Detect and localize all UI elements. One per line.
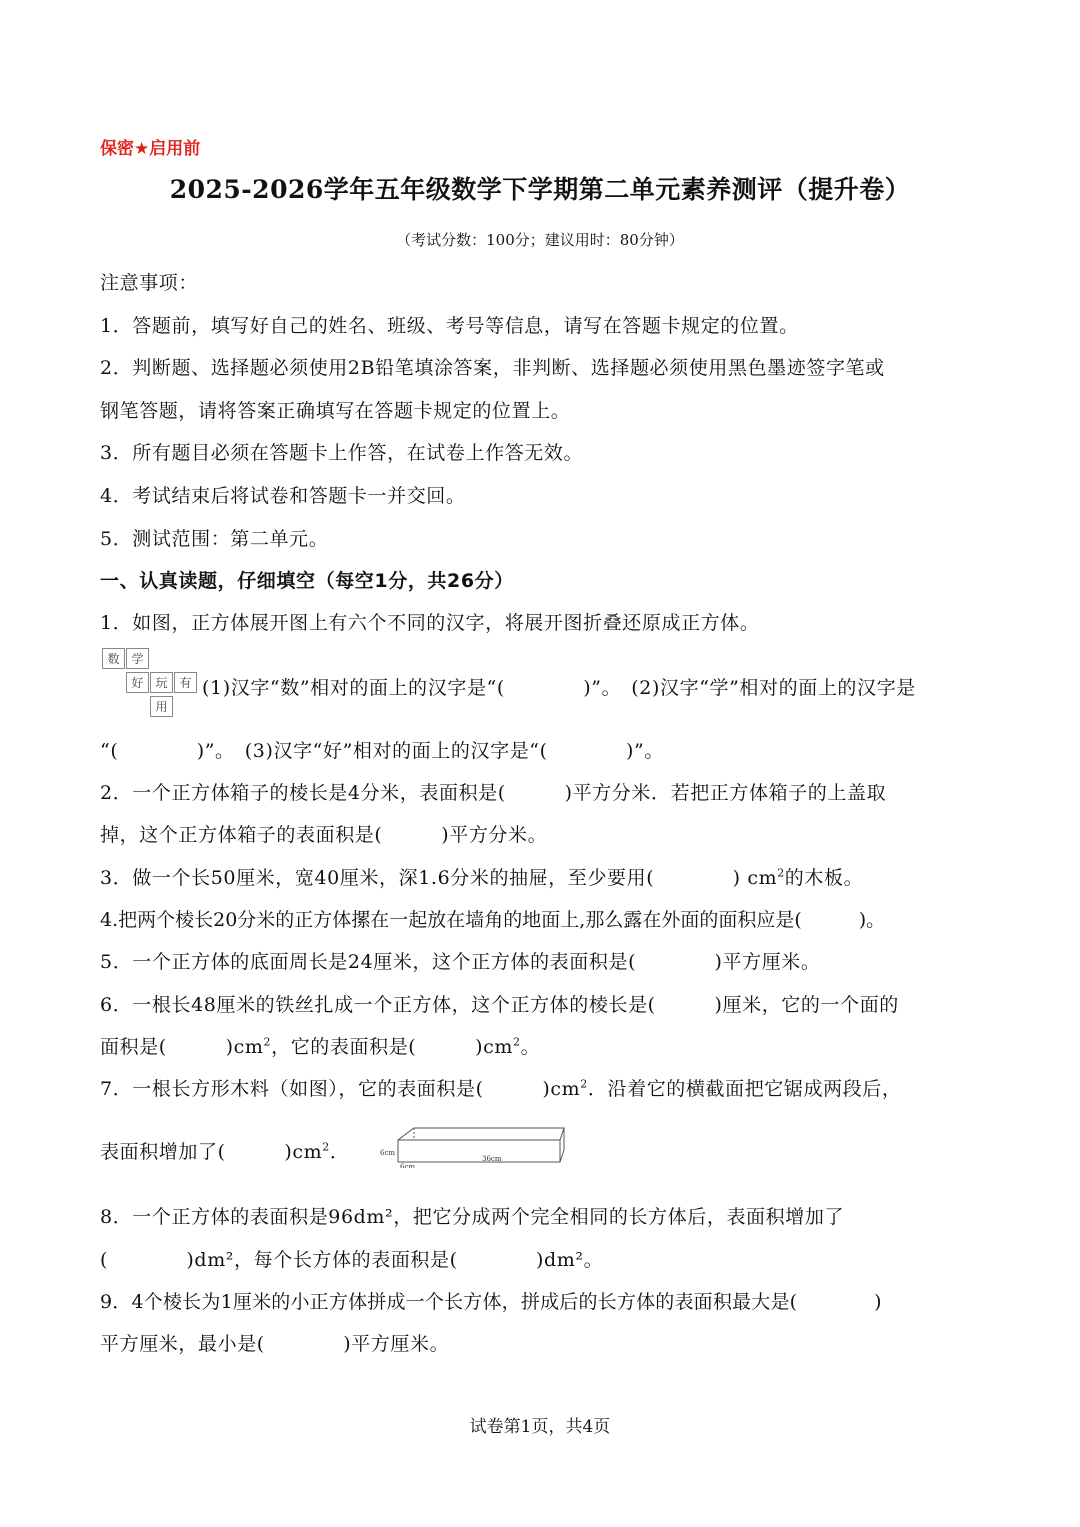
question-8: ( )dm²，每个长方体的表面积是( )dm²。	[100, 1249, 604, 1271]
net-cell: 有	[174, 672, 197, 693]
question-7	[100, 1074, 902, 1101]
superscript: 2	[580, 1077, 588, 1091]
question-7	[100, 1137, 350, 1164]
question-7-text: ．	[329, 1141, 350, 1163]
superscript: 2	[512, 1035, 521, 1049]
note-item: 钢笔答题，请将答案正确填写在答题卡规定的位置上。	[100, 400, 571, 422]
superscript: 2	[263, 1035, 272, 1049]
question-6-text: 。	[520, 1036, 541, 1058]
question-6: 6．一根长48厘米的铁丝扎成一个正方体，这个正方体的棱长是( )厘米，它的一个面的	[100, 994, 899, 1016]
prism-length-label: 36cm	[482, 1155, 502, 1163]
question-9: 9．4个棱长为1厘米的小正方体拼成一个长方体，拼成后的长方体的表面积最大是( )	[100, 1291, 882, 1313]
question-3	[100, 863, 863, 890]
note-item: 4．考试结束后将试卷和答题卡一并交回。	[100, 485, 466, 507]
net-cell: 学	[126, 648, 149, 669]
question-9: 平方厘米，最小是( )平方厘米。	[100, 1333, 450, 1355]
prism-height-label: 6cm	[380, 1149, 396, 1157]
question-5: 5．一个正方体的底面周长是24厘米，这个正方体的表面积是( )平方厘米。	[100, 951, 821, 973]
question-7-text: 7．一根长方形木料（如图），它的表面积是( )cm	[100, 1078, 581, 1100]
superscript: 2	[777, 866, 785, 880]
note-item: 3．所有题目必须在答题卡上作答，在试卷上作答无效。	[100, 442, 584, 464]
question-8: 8．一个正方体的表面积是96dm²，把它分成两个完全相同的长方体后，表面积增加了	[100, 1206, 845, 1228]
section-heading: 一、认真读题，仔细填空（每空1分，共26分）	[100, 570, 514, 592]
prism-width-label: 6cm	[400, 1163, 416, 1168]
question-6	[100, 1032, 540, 1059]
question-7-text: ．沿着它的横截面把它锯成两段后，	[587, 1078, 902, 1100]
net-cell: 数	[102, 648, 125, 669]
note-item: 1．答题前，填写好自己的姓名、班级、考号等信息，请写在答题卡规定的位置。	[100, 315, 799, 337]
net-cell: 用	[150, 696, 173, 717]
question-4: 4.把两个棱长20分米的正方体摞在一起放在墙角的地面上,那么露在外面的面积应是( )。	[100, 909, 886, 931]
exam-subtitle: （考试分数：100分；建议用时：80分钟）	[396, 231, 684, 249]
superscript: 2	[322, 1140, 330, 1154]
prism-top	[398, 1128, 564, 1140]
question-6-text: 面积是( )cm	[100, 1036, 264, 1058]
question-1-intro: 1．如图，正方体展开图上有六个不同的汉字，将展开图折叠还原成正方体。	[100, 612, 760, 634]
question-7-text: 表面积增加了( )cm	[100, 1141, 323, 1163]
wood-prism-figure	[378, 1118, 568, 1168]
net-cell: 好	[126, 672, 149, 693]
question-3-text: 的木板。	[784, 867, 864, 889]
exam-title: 2025-2026学年五年级数学下学期第二单元素养测评（提升卷）	[169, 175, 911, 204]
question-6-text: ，它的表面积是( )cm	[271, 1036, 513, 1058]
confidential-mark: 保密★启用前	[100, 139, 201, 159]
prism-front	[398, 1140, 560, 1162]
note-item: 5．测试范围：第二单元。	[100, 528, 329, 550]
note-item: 2．判断题、选择题必须使用2B铅笔填涂答案，非判断、选择题必须使用黑色墨迹签字笔或	[100, 357, 885, 379]
notes-heading: 注意事项：	[100, 272, 199, 294]
question-2: 掉，这个正方体箱子的表面积是( )平方分米。	[100, 824, 548, 846]
net-cell: 玩	[150, 672, 173, 693]
question-2: 2．一个正方体箱子的棱长是4分米，表面积是( )平方分米．若把正方体箱子的上盖取	[100, 782, 887, 804]
page-footer: 试卷第1页，共4页	[469, 1417, 611, 1437]
cube-net-figure	[102, 648, 198, 718]
question-3-text: 3．做一个长50厘米，宽40厘米，深1.6分米的抽屉，至少要用( ) cm	[100, 867, 778, 889]
question-1-line: (1)汉字“数”相对的面上的汉字是“( )”。 (2)汉字“学”相对的面上的汉字是	[202, 677, 916, 699]
question-1-line: “( )”。 (3)汉字“好”相对的面上的汉字是“( )”。	[100, 740, 664, 762]
